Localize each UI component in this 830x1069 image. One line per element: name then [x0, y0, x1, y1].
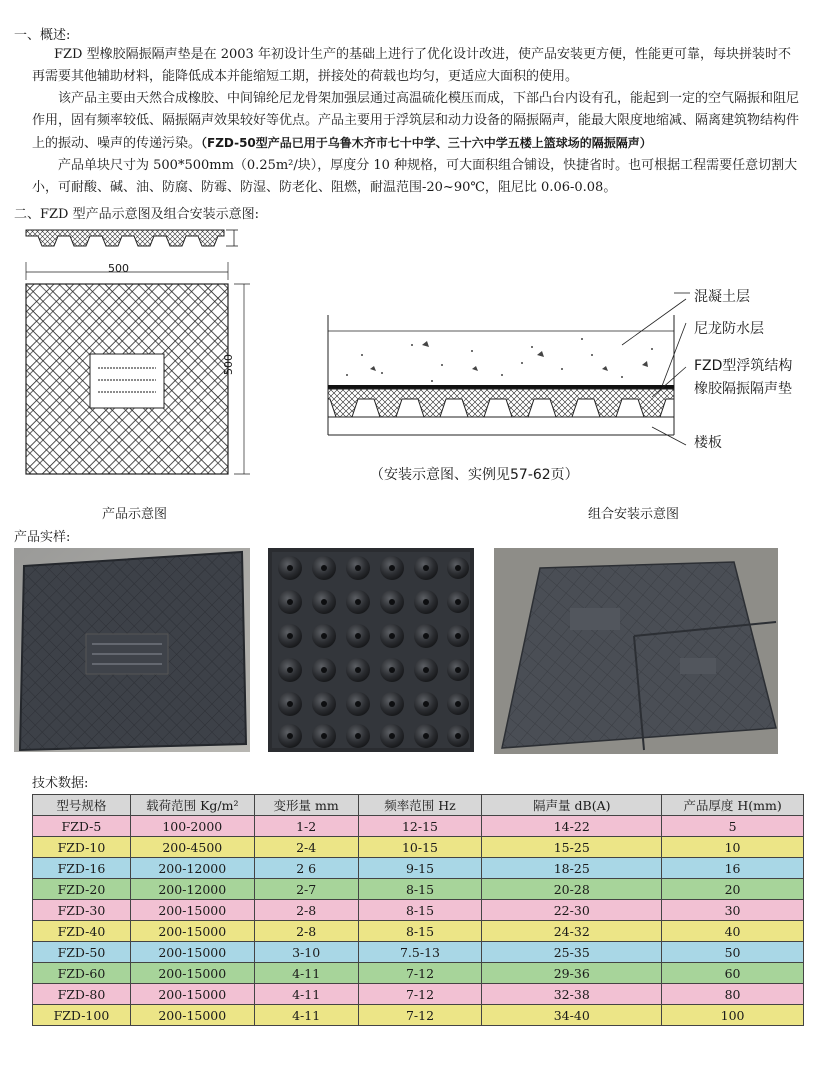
spec-cell: FZD-20 [33, 879, 131, 900]
spec-cell: 25-35 [482, 942, 662, 963]
spec-table-row [33, 1005, 804, 1026]
tech-data-heading: 技术数据: [32, 776, 89, 791]
spec-cell: 22-30 [482, 900, 662, 921]
diagram-heading: 二、FZD 型产品示意图及组合安装示意图: [14, 207, 259, 222]
photo-product-slab [14, 548, 250, 752]
spec-cell: 200-15000 [130, 921, 254, 942]
spec-cell: 20-28 [482, 879, 662, 900]
installation-section-drawing [322, 285, 692, 455]
spec-cell: 2-8 [254, 900, 358, 921]
spec-cell: FZD-30 [33, 900, 131, 921]
spec-table [32, 794, 804, 1026]
spec-table-row [33, 984, 804, 1005]
spec-cell: 7-12 [358, 1005, 482, 1026]
spec-cell: 8-15 [358, 921, 482, 942]
spec-header-cell: 载荷范围 Kg/m² [130, 795, 254, 816]
spec-cell: 15-25 [482, 837, 662, 858]
dimension-width-label: 500 [108, 262, 129, 275]
spec-cell: 9-15 [358, 858, 482, 879]
spec-cell: 7-12 [358, 963, 482, 984]
spec-cell: 14-22 [482, 816, 662, 837]
spec-table-row [33, 942, 804, 963]
spec-cell: 34-40 [482, 1005, 662, 1026]
spec-cell: 100-2000 [130, 816, 254, 837]
spec-header-cell: 变形量 mm [254, 795, 358, 816]
overview-paragraph-2-text: 该产品主要由天然合成橡胶、中间锦纶尼龙骨架加强层通过高温硫化模压而成，下部凸台内设有孔，能起到一定的空气隔振和阻尼作用，固有频率较低、隔振隔声效果较好等优点。产品主要用于浮筑层和动力设备的隔振隔声，能最大限度地缩减、隔离建筑物结构件上的振动、噪声的传递污染。 [32, 91, 800, 151]
spec-cell: FZD-50 [33, 942, 131, 963]
caption-product-diagram: 产品示意图 [102, 507, 168, 522]
label-concrete-layer: 混凝土层 [694, 289, 750, 305]
spec-cell: 8-15 [358, 900, 482, 921]
spec-cell: FZD-5 [33, 816, 131, 837]
spec-cell: 50 [662, 942, 804, 963]
spec-cell: 200-15000 [130, 984, 254, 1005]
spec-cell: 30 [662, 900, 804, 921]
spec-cell: 200-15000 [130, 963, 254, 984]
spec-cell: 10 [662, 837, 804, 858]
spec-table-row [33, 816, 804, 837]
caption-combination-diagram: 组合安装示意图 [588, 507, 680, 522]
label-rubber-pad: 橡胶隔振隔声垫 [694, 381, 792, 397]
spec-cell: 5 [662, 816, 804, 837]
top-view-drawing [20, 258, 250, 488]
label-floating-structure: FZD型浮筑结构 [694, 358, 793, 374]
spec-header-cell: 隔声量 dB(A) [482, 795, 662, 816]
spec-cell: 7.5-13 [358, 942, 482, 963]
spec-cell: 12-15 [358, 816, 482, 837]
spec-header-cell: 型号规格 [33, 795, 131, 816]
installation-note: （安装示意图、实例见57-62页） [370, 467, 579, 483]
spec-cell: 4-11 [254, 963, 358, 984]
spec-header-cell: 频率范围 Hz [358, 795, 482, 816]
spec-cell: 10-15 [358, 837, 482, 858]
spec-cell: 40 [662, 921, 804, 942]
spec-table-row [33, 921, 804, 942]
label-nylon-layer: 尼龙防水层 [694, 321, 764, 337]
spec-cell: FZD-100 [33, 1005, 131, 1026]
spec-cell: 4-11 [254, 1005, 358, 1026]
spec-cell: 1-2 [254, 816, 358, 837]
spec-cell: 4-11 [254, 984, 358, 1005]
spec-cell: 16 [662, 858, 804, 879]
profile-section-drawing [20, 224, 250, 254]
spec-cell: 200-15000 [130, 900, 254, 921]
spec-table-header-row [33, 795, 804, 816]
spec-cell: FZD-80 [33, 984, 131, 1005]
spec-cell: 8-15 [358, 879, 482, 900]
spec-cell: 32-38 [482, 984, 662, 1005]
spec-cell: FZD-40 [33, 921, 131, 942]
samples-heading: 产品实样: [14, 530, 71, 545]
dimension-height-label: 500 [222, 354, 235, 375]
spec-cell: 20 [662, 879, 804, 900]
overview-paragraph-3: 产品单块尺寸为 500*500mm（0.25m²/块），厚度分 10 种规格，可大面积组合铺设，快捷省时。也可根据工程需要任意切割大小，可耐酸、碱、油、防腐、防霉、防湿、防老化、阻燃，耐温范围-20~90℃，阻尼比 0.06-0.08。 [32, 158, 798, 195]
spec-cell: 80 [662, 984, 804, 1005]
overview-heading: 一、概述: [14, 28, 71, 43]
spec-cell: 200-12000 [130, 858, 254, 879]
spec-table-row [33, 900, 804, 921]
spec-cell: 3-10 [254, 942, 358, 963]
spec-table-row [33, 963, 804, 984]
spec-cell: 200-4500 [130, 837, 254, 858]
spec-cell: 2-8 [254, 921, 358, 942]
spec-cell: 100 [662, 1005, 804, 1026]
spec-table-body [33, 816, 804, 1026]
spec-cell: 200-15000 [130, 1005, 254, 1026]
overview-paragraph-2-note: （FZD-50型产品已用于乌鲁木齐市七十中学、三十六中学五楼上篮球场的隔振隔声） [201, 136, 652, 150]
spec-header-cell: 产品厚度 H(mm) [662, 795, 804, 816]
spec-cell: FZD-16 [33, 858, 131, 879]
spec-cell: FZD-10 [33, 837, 131, 858]
spec-cell: 18-25 [482, 858, 662, 879]
spec-cell: 7-12 [358, 984, 482, 1005]
spec-cell: 29-36 [482, 963, 662, 984]
spec-cell: 24-32 [482, 921, 662, 942]
spec-cell: 60 [662, 963, 804, 984]
photo-product-underside [268, 548, 474, 752]
spec-table-row [33, 837, 804, 858]
spec-cell: 2 6 [254, 858, 358, 879]
overview-text [32, 44, 802, 199]
spec-cell: 200-12000 [130, 879, 254, 900]
spec-cell: FZD-60 [33, 963, 131, 984]
spec-table-row [33, 858, 804, 879]
label-floor-slab: 楼板 [694, 435, 722, 451]
spec-cell: 2-4 [254, 837, 358, 858]
overview-paragraph-2 [32, 88, 802, 155]
spec-cell: 2-7 [254, 879, 358, 900]
photo-combination-install [494, 548, 778, 754]
spec-table-row [33, 879, 804, 900]
overview-paragraph-1: FZD 型橡胶隔振隔声垫是在 2003 年初设计生产的基础上进行了优化设计改进，使产品安装更方便，性能更可靠，每块拼装时不再需要其他辅助材料，能降低成本并能缩短工期，拼接处的荷载也均匀，更适应大面积的使用。 [32, 47, 791, 84]
spec-cell: 200-15000 [130, 942, 254, 963]
